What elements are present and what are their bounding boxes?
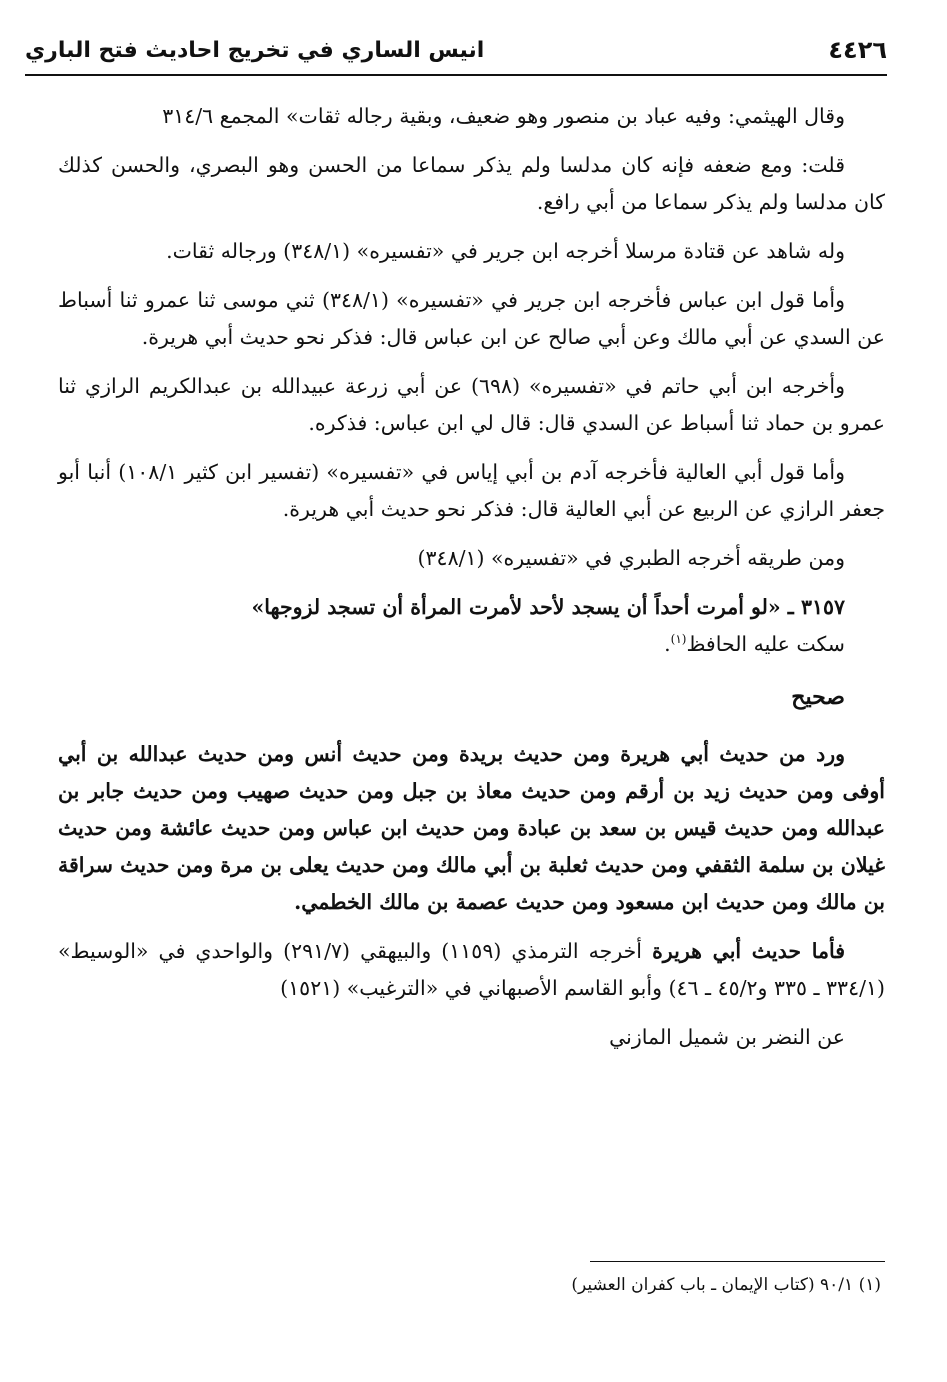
grading-sahih: صحيح — [791, 684, 845, 710]
paragraph-ibn-abi-hatim: وأخرجه ابن أبي حاتم في «تفسيره» (٦٩٨) عن أبي زرعة عبيدالله بن عبدالكريم الرازي ثنا عمرو بن حماد ثنا أسباط عن السدي قال: قال لي ابن عباس: فذكره. — [58, 374, 885, 435]
paragraph-haythami: وقال الهيثمي: وفيه عباد بن منصور وهو ضعيف، وبقية رجاله ثقات» المجمع ٣١٤/٦ — [162, 104, 845, 128]
hafiz-remark-end: . — [664, 632, 671, 656]
paragraph-abu-hurayra — [58, 933, 885, 1007]
paragraph-tabari: ومن طريقه أخرجه الطبري في «تفسيره» (٣٤٨/١) — [417, 546, 845, 570]
paragraph-ibn-abbas: وأما قول ابن عباس فأخرجه ابن جرير في «تفسيره» (٣٤٨/١) ثني موسى ثنا عمرو ثنا أسباط عن السدي عن أبي مالك وعن أبي صالح عن ابن عباس قال: فذكر نحو حديث أبي هريرة. — [58, 288, 885, 349]
abu-hurayra-text: أخرجه الترمذي (١١٥٩) والبيهقي (٢٩١/٧) والواحدي في «الوسيط» (٣٣٤/١ ـ ٣٣٥ و٤٥/٢ ـ ٤٦) وأبو القاسم الأصبهاني في «الترغيب» (١٥٢١) — [58, 939, 885, 1000]
paragraph-qultu: قلت: ومع ضعفه فإنه كان مدلسا ولم يذكر سماعا من الحسن وهو البصري، والحسن كذلك كان مدلسا ولم يذكر سماعا من أبي رافع. — [58, 153, 885, 214]
footnote: (١) ٩٠/١ (كتاب الإيمان ـ باب كفران العشير) — [571, 1275, 881, 1295]
page-body — [58, 98, 885, 1056]
hafiz-remark-text: سكت عليه الحافظ — [686, 632, 845, 656]
page-number: ٤٤٢٦ — [828, 36, 887, 64]
paragraph-nadr: عن النضر بن شميل المازني — [609, 1025, 845, 1049]
footnote-divider — [590, 1261, 885, 1262]
paragraph-qatada: وله شاهد عن قتادة مرسلا أخرجه ابن جرير في «تفسيره» (٣٤٨/١) ورجاله ثقات. — [166, 239, 845, 263]
paragraph-narrators: ورد من حديث أبي هريرة ومن حديث بريدة ومن حديث أنس ومن حديث عبدالله بن أبي أوفى ومن حديث زيد بن أرقم ومن حديث معاذ بن جبل ومن حديث صهيب ومن حديث جابر بن عبدالله ومن حديث قيس بن سعد بن عبادة ومن حديث ابن عباس ومن حديث عائشة ومن حديث غيلان بن سلمة الثقفي ومن حديث ثعلبة بن أبي مالك ومن حديث يعلى بن مرة ومن حديث سراقة بن مالك ومن حديث ابن مسعود ومن حديث عصمة بن مالك الخطمي. — [58, 742, 885, 914]
hadith-heading: ٣١٥٧ ـ «لو أمرت أحداً أن يسجد لأحد لأمرت المرأة أن تسجد لزوجها» — [251, 595, 845, 619]
running-title: انيس الساري في تخريج احاديث فتح الباري — [25, 38, 485, 63]
paragraph-abul-aliya: وأما قول أبي العالية فأخرجه آدم بن أبي إياس في «تفسيره» (تفسير ابن كثير ١٠٨/١) أنبا أبو جعفر الرازي عن الربيع عن أبي العالية قال: فذكر نحو حديث أبي هريرة. — [58, 460, 885, 521]
page-header — [25, 32, 887, 76]
hafiz-remark — [58, 626, 845, 663]
abu-hurayra-heading: فأما حديث أبي هريرة — [652, 939, 845, 963]
footnote-ref: (١) — [670, 632, 687, 647]
